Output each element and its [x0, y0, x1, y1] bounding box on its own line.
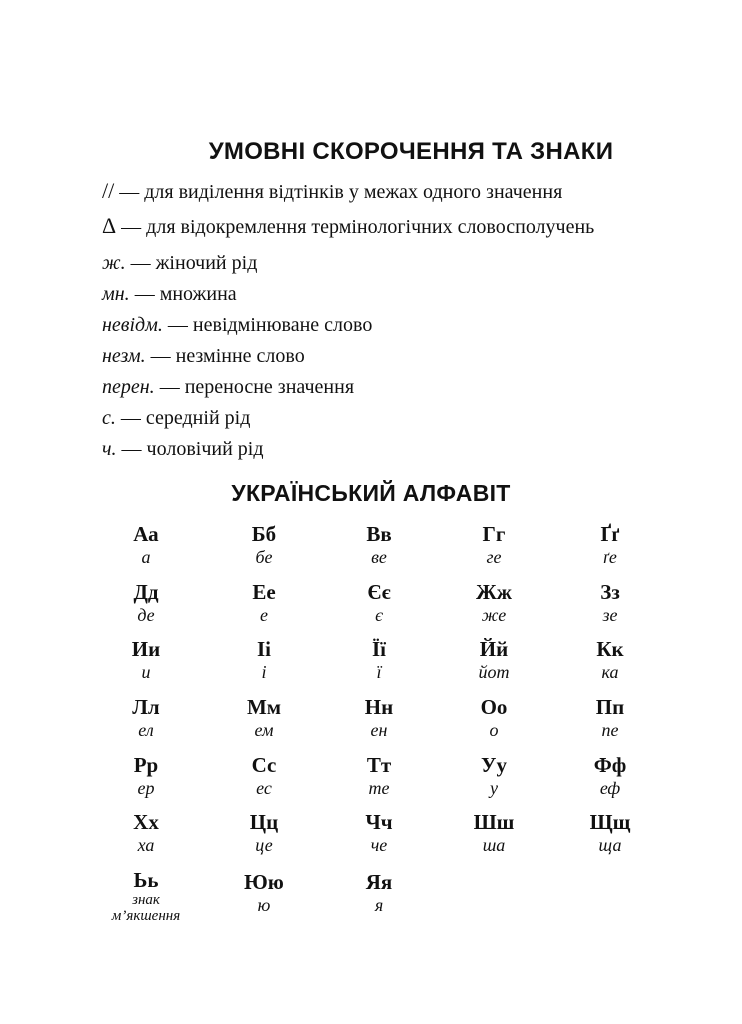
- alphabet-letter-name: і: [261, 662, 267, 682]
- alphabet-cell: [550, 637, 670, 683]
- abbreviation-desc: — для виділення відтінків у межах одного значення: [119, 181, 563, 203]
- alphabet-cell: [550, 522, 670, 568]
- alphabet-letter-name: е: [260, 605, 268, 625]
- alphabet-cell: [319, 870, 439, 916]
- alphabet-cell: [204, 695, 324, 741]
- alphabet-cell: [434, 695, 554, 741]
- alphabet-letter: Оо: [480, 695, 508, 719]
- alphabet-cell: [204, 637, 324, 683]
- alphabet-letter: Аа: [133, 522, 159, 546]
- alphabet-letter: Йй: [479, 637, 509, 661]
- abbreviation-term: невідм.: [102, 314, 163, 336]
- alphabet-title: УКРАЇНСЬКИЙ АЛФАВІТ: [231, 480, 511, 506]
- abbreviation-desc: — жіночий рід: [130, 252, 258, 274]
- abbreviation-term: ж.: [102, 252, 126, 274]
- alphabet-letter: Іі: [256, 637, 271, 661]
- alphabet-cell: [550, 810, 670, 856]
- alphabet-cell: [434, 810, 554, 856]
- alphabet-cell: [434, 637, 554, 683]
- alphabet-letter-name: а: [141, 547, 151, 567]
- alphabet-letter: Ґґ: [600, 522, 620, 546]
- alphabet-letter: Юю: [244, 870, 284, 894]
- alphabet-letter-name: ве: [371, 547, 387, 567]
- alphabet-letter-name: ка: [601, 662, 619, 682]
- alphabet-cell: [204, 580, 324, 626]
- alphabet-letter-name: я: [374, 895, 384, 915]
- alphabet-letter: Зз: [600, 580, 620, 604]
- alphabet-letter-name: де: [137, 605, 155, 625]
- abbreviation-term: ч.: [102, 438, 117, 460]
- alphabet-cell: [86, 868, 206, 924]
- abbreviation-desc: — множина: [134, 283, 237, 305]
- alphabet-letter-name: о: [489, 720, 499, 740]
- alphabet-letter: Вв: [366, 522, 392, 546]
- alphabet-cell: [550, 695, 670, 741]
- alphabet-cell: [434, 580, 554, 626]
- alphabet-letter: Уу: [481, 753, 507, 777]
- alphabet-cell: [319, 695, 439, 741]
- alphabet-cell: [319, 580, 439, 626]
- alphabet-letter-name: ге: [486, 547, 502, 567]
- alphabet-letter: Цц: [249, 810, 279, 834]
- alphabet-letter-name: є: [375, 605, 383, 625]
- alphabet-cell: [434, 522, 554, 568]
- alphabet-letter: Лл: [132, 695, 160, 719]
- abbreviation-desc: — незмінне слово: [150, 345, 305, 367]
- alphabet-letter-name: це: [255, 835, 273, 855]
- alphabet-cell: [204, 810, 324, 856]
- abbreviation-desc: — переносне значення: [159, 376, 355, 398]
- alphabet-cell: [86, 810, 206, 856]
- alphabet-letter-name: зе: [602, 605, 618, 625]
- abbreviation-desc: — чоловічий рід: [121, 438, 264, 460]
- alphabet-letter: Ии: [131, 637, 161, 661]
- alphabet-cell: [86, 637, 206, 683]
- alphabet-letter: Чч: [365, 810, 393, 834]
- alphabet-letter: Ее: [252, 580, 276, 604]
- alphabet-letter: Ьь: [133, 868, 159, 892]
- alphabet-cell: [86, 522, 206, 568]
- alphabet-letter-name: пе: [601, 720, 619, 740]
- alphabet-letter-name: ґе: [603, 547, 617, 567]
- alphabet-letter: Хх: [133, 810, 159, 834]
- alphabet-letter: Кк: [596, 637, 624, 661]
- alphabet-letter: Її: [371, 637, 386, 661]
- alphabet-cell: [204, 753, 324, 799]
- alphabet-cell: [319, 753, 439, 799]
- alphabet-letter-name: че: [370, 835, 388, 855]
- abbreviation-term: Δ: [102, 213, 117, 238]
- alphabet-letter: Пп: [595, 695, 625, 719]
- abbreviation-desc: — невідмінюване слово: [167, 314, 373, 336]
- abbreviations-title: УМОВНІ СКОРОЧЕННЯ ТА ЗНАКИ: [208, 138, 614, 165]
- alphabet-letter-name: ю: [257, 895, 271, 915]
- alphabet-letter-name: те: [368, 778, 390, 798]
- alphabet-letter: Шш: [473, 810, 515, 834]
- alphabet-letter: Жж: [476, 580, 512, 604]
- alphabet-letter: Щщ: [589, 810, 631, 834]
- alphabet-letter-name: ша: [482, 835, 506, 855]
- alphabet-letter-name: ха: [137, 835, 155, 855]
- alphabet-cell: [319, 637, 439, 683]
- alphabet-letter-name: ї: [376, 662, 382, 682]
- abbreviation-term: //: [102, 178, 115, 203]
- alphabet-letter: Тт: [366, 753, 392, 777]
- alphabet-letter-name: ща: [598, 835, 622, 855]
- alphabet-letter-name: же: [481, 605, 507, 625]
- alphabet-cell: [86, 695, 206, 741]
- abbreviation-term: мн.: [102, 283, 130, 305]
- alphabet-letter-name: ен: [370, 720, 388, 740]
- alphabet-letter: Дд: [133, 580, 159, 604]
- alphabet-letter: Яя: [365, 870, 393, 894]
- alphabet-cell: [434, 753, 554, 799]
- abbreviation-term: с.: [102, 407, 116, 429]
- alphabet-cell: [204, 870, 324, 916]
- abbreviation-desc: — середній рід: [120, 407, 251, 429]
- abbreviation-desc: — для відокремлення термінологічних словосполучень: [121, 216, 595, 238]
- alphabet-cell: [550, 580, 670, 626]
- alphabet-letter-name: ел: [138, 720, 154, 740]
- alphabet-letter-name: ем: [254, 720, 274, 740]
- alphabet-letter-name: и: [141, 662, 151, 682]
- alphabet-letter: Єє: [367, 580, 391, 604]
- alphabet-cell: [86, 580, 206, 626]
- alphabet-cell: [550, 753, 670, 799]
- alphabet-letter-name: еф: [599, 778, 621, 798]
- alphabet-letter-name: ес: [256, 778, 272, 798]
- alphabet-cell: [319, 522, 439, 568]
- alphabet-letter: Сс: [251, 753, 277, 777]
- alphabet-letter-name: знак м’якшення: [111, 892, 181, 924]
- alphabet-letter: Рр: [133, 753, 159, 777]
- alphabet-cell: [319, 810, 439, 856]
- alphabet-letter-name: ер: [137, 778, 155, 798]
- alphabet-letter: Гг: [482, 522, 506, 546]
- alphabet-cell: [204, 522, 324, 568]
- alphabet-letter: Фф: [593, 753, 627, 777]
- alphabet-letter: Мм: [246, 695, 282, 719]
- abbreviation-term: незм.: [102, 345, 146, 367]
- alphabet-letter: Бб: [251, 522, 277, 546]
- alphabet-letter-name: у: [490, 778, 498, 798]
- alphabet-letter-name: йот: [478, 662, 510, 682]
- alphabet-letter-name: бе: [255, 547, 273, 567]
- abbreviation-term: перен.: [102, 376, 155, 398]
- alphabet-letter: Нн: [364, 695, 394, 719]
- alphabet-cell: [86, 753, 206, 799]
